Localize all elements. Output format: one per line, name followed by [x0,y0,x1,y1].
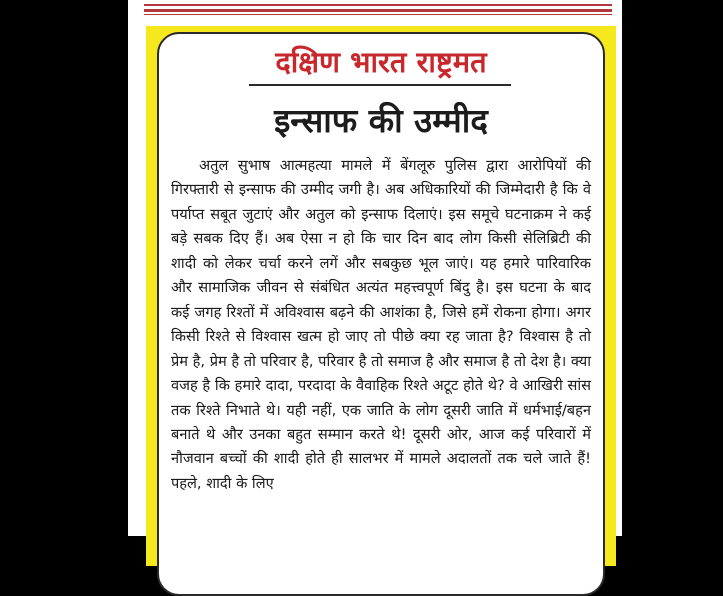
newspaper-page [128,0,622,536]
masthead-divider [249,84,511,86]
top-decorative-rule [144,14,612,15]
editorial-frame [146,26,616,566]
newspaper-masthead: दक्षिण भारत राष्ट्रमत [275,45,487,79]
top-decorative-rule [144,9,612,12]
editorial-body: अतुल सुभाष आत्महत्या मामले में बेंगलूरु पुलिस द्वारा आरोपियों की गिरफ्तारी से इन्साफ की उम्मीद जगी है। अब अधिकारियों की जिम्मेदारी है कि वे पर्याप्त सबूत जुटाएं और अतुल को इन्साफ दिलाएं। इस समूचे घटनाक्रम ने कई बड़े सबक दिए हैं। अब ऐसा न हो कि चार दिन बाद लोग किसी सेलिब्रिटी की शादी को लेकर चर्चा करने लगें और सबकुछ भूल जाएं। यह हमारे पारिवारिक और सामाजिक जीवन से संबंधित अत्यंत महत्त्वपूर्ण बिंदु है। इस घटना के बाद कई जगह रिश्तों में अविश्वास बढ़ने की आशंका है, जिसे हमें रोकना होगा। अगर किसी रिश्ते से विश्वास खत्म हो जाए तो पीछे क्या रह जाता है? विश्वास है तो प्रेम है, प्रेम है तो परिवार है, परिवार है तो समाज है और समाज है तो देश है। क्या वजह है कि हमारे दादा, परदादा के वैवाहिक रिश्ते अटूट होते थे? वे आखिरी सांस तक रिश्ते निभाते थे। यही नहीं, एक जाति के लोग दूसरी जाति में धर्मभाई/बहन बनाते थे और उनका बहुत सम्मान करते थे! दूसरी ओर, आज कई परिवारों में नौजवान बच्चों की शादी होते ही सालभर में मामले अदालतों तक चले जाते हैं! पहले, शादी के लिए [171,157,591,492]
top-decorative-rule [144,4,612,6]
editorial-card [157,32,605,596]
editorial-headline: इन्साफ की उम्मीद [274,101,488,140]
